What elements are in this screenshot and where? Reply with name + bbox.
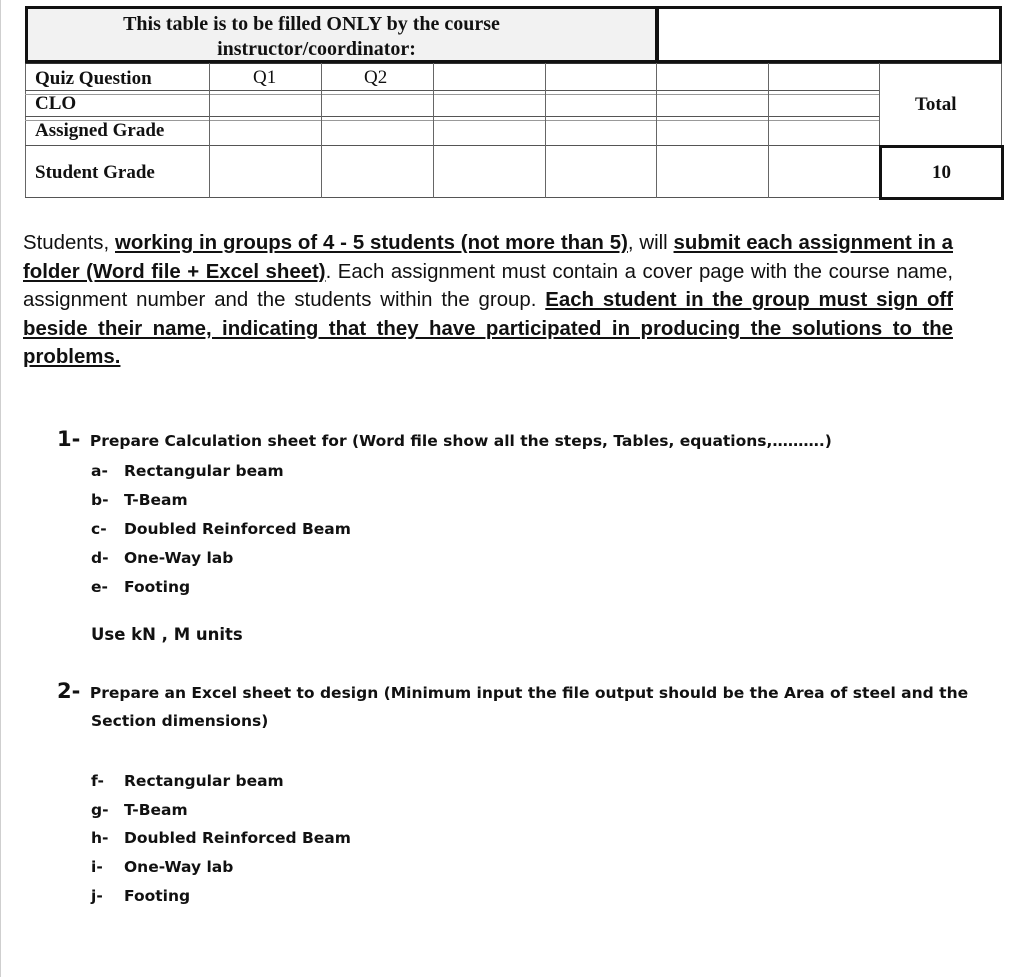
total-value: 10 <box>879 145 1004 200</box>
col-line <box>321 63 322 198</box>
table-header-line1: This table is to be filled ONLY by the course <box>123 13 500 35</box>
units-note: Use kN , M units <box>91 625 243 644</box>
list-item: j- Footing <box>91 887 191 905</box>
table-header <box>25 6 657 63</box>
row-label-quiz-question: Quiz Question <box>35 68 152 89</box>
row-line <box>25 94 879 95</box>
question-q1: Q1 <box>253 67 277 88</box>
list-item: b- T-Beam <box>91 491 188 509</box>
grade-table <box>25 63 1002 198</box>
task-2-text-continued: Section dimensions) <box>91 712 269 730</box>
row-line <box>25 145 879 146</box>
list-item: c- Doubled Reinforced Beam <box>91 520 351 538</box>
intro-text: . Each assignment must contain a cover page with the course name, assignment number and the students within the group. <box>23 260 953 312</box>
col-line <box>545 63 546 198</box>
table-header-line2: instructor/coordinator: <box>217 38 416 60</box>
row-label-student-grade: Student Grade <box>35 162 155 183</box>
intro-underlined-submit: submit each assignment in a folder (Word file + Excel sheet) <box>23 232 953 283</box>
task-2-number: 2- <box>57 679 81 703</box>
row-line <box>25 63 1002 64</box>
list-item: h- Doubled Reinforced Beam <box>91 829 351 847</box>
table-border-right <box>1001 63 1002 147</box>
row-label-clo: CLO <box>35 93 77 114</box>
list-item: e- Footing <box>91 578 191 596</box>
intro-text: , will <box>627 232 674 254</box>
instructions-paragraph <box>23 229 953 372</box>
list-item: g- T-Beam <box>91 801 188 819</box>
col-line <box>879 63 880 147</box>
list-item: d- One-Way lab <box>91 549 234 567</box>
col-line <box>209 63 210 198</box>
row-line <box>25 197 879 198</box>
col-line <box>656 63 657 198</box>
task-1-number: 1- <box>57 427 81 451</box>
question-q2: Q2 <box>364 67 388 88</box>
list-item: i- One-Way lab <box>91 858 234 876</box>
col-line <box>768 63 769 198</box>
task-1 <box>57 427 832 451</box>
row-line <box>25 116 879 117</box>
intro-text: Students, <box>23 232 115 254</box>
task-2 <box>57 679 968 703</box>
col-line <box>433 63 434 198</box>
task-2-text: Prepare an Excel sheet to design (Minimum input the file output should be the Area of steel and the <box>89 684 969 702</box>
intro-underlined-groups: working in groups of 4 - 5 students (not more than 5) <box>115 232 628 254</box>
table-border-left <box>25 63 26 198</box>
intro-underlined-sign-off: Each student in the group must sign off beside their name, indicating that they have participated in producing the solutions to the problems. <box>23 289 954 369</box>
total-label: Total <box>915 94 957 115</box>
row-line <box>25 90 879 91</box>
list-item: f- Rectangular beam <box>91 772 284 790</box>
list-item: a- Rectangular beam <box>91 462 284 480</box>
table-header-blank-cell <box>656 6 1002 63</box>
row-label-assigned-grade: Assigned Grade <box>35 120 165 141</box>
task-1-text: Prepare Calculation sheet for (Word file show all the steps, Tables, equations,……….) <box>89 432 832 450</box>
